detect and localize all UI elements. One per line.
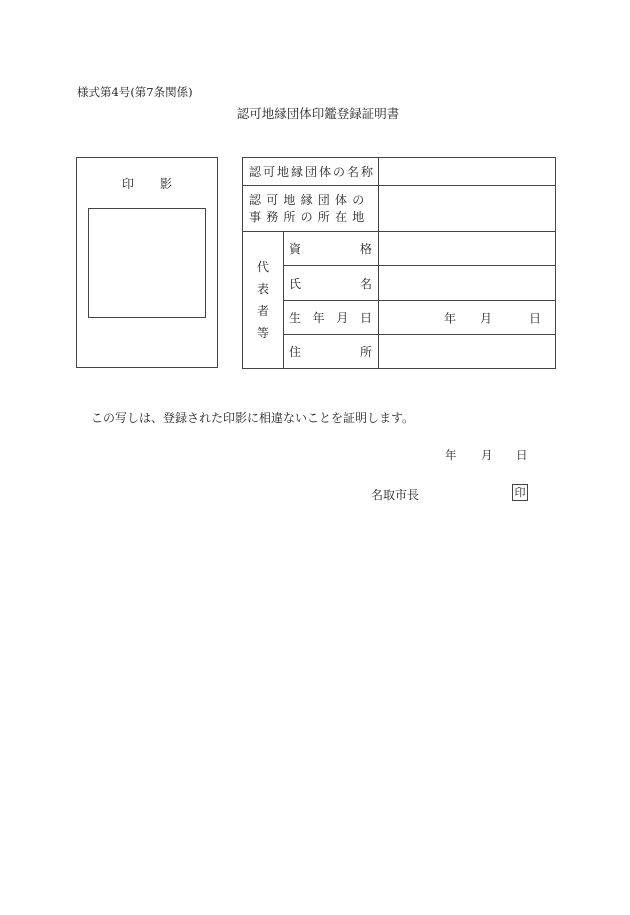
seal-label-char-1: 印 bbox=[121, 177, 134, 191]
rep-char-3: 者 bbox=[256, 304, 269, 318]
issue-date-year: 年 bbox=[445, 448, 457, 462]
issue-date-day: 日 bbox=[516, 448, 528, 462]
address-char-1: 住 bbox=[289, 345, 302, 359]
qualification-label bbox=[284, 232, 379, 266]
table-row-birthdate bbox=[243, 301, 556, 335]
official-stamp-mark: 印 bbox=[512, 484, 528, 501]
office-address-label bbox=[243, 186, 379, 232]
group-name-value bbox=[379, 158, 556, 186]
rep-char-1: 代 bbox=[256, 260, 269, 274]
birthdate-char-1: 生 bbox=[289, 311, 302, 325]
representative-label bbox=[243, 232, 284, 369]
office-address-value bbox=[379, 186, 556, 232]
group-name-label: 認可地縁団体の名称 bbox=[243, 158, 379, 186]
birthdate-year: 年 bbox=[444, 311, 457, 325]
birthdate-month: 月 bbox=[480, 311, 493, 325]
name-value bbox=[379, 266, 556, 301]
office-address-label-line1: 認可地縁団体の bbox=[249, 192, 370, 207]
birthdate-label bbox=[284, 301, 379, 335]
qualification-char-1: 資 bbox=[289, 242, 302, 256]
registration-table bbox=[242, 157, 556, 369]
seal-impression-box bbox=[76, 157, 218, 368]
seal-label-char-2: 影 bbox=[160, 177, 173, 191]
seal-impression-area bbox=[88, 208, 206, 318]
issue-date-month: 月 bbox=[481, 448, 493, 462]
birthdate-char-3: 月 bbox=[336, 311, 349, 325]
qualification-value bbox=[379, 232, 556, 266]
rep-char-2: 表 bbox=[256, 282, 269, 296]
issuer-name: 名取市長 bbox=[371, 488, 420, 502]
table-row-office-address bbox=[243, 186, 556, 232]
address-char-2: 所 bbox=[359, 345, 372, 359]
rep-char-4: 等 bbox=[256, 326, 269, 340]
name-char-2: 名 bbox=[359, 276, 372, 291]
form-number: 様式第4号(第7条関係) bbox=[77, 85, 193, 99]
birthdate-char-4: 日 bbox=[359, 311, 372, 325]
name-label bbox=[284, 266, 379, 301]
qualification-char-2: 格 bbox=[359, 242, 372, 256]
name-char-1: 氏 bbox=[289, 276, 302, 291]
table-row-group-name bbox=[243, 158, 556, 186]
table-row-qualification bbox=[243, 232, 556, 266]
document-title: 認可地縁団体印鑑登録証明書 bbox=[236, 106, 400, 121]
birthdate-char-2: 年 bbox=[312, 311, 325, 325]
address-value bbox=[379, 335, 556, 369]
birthdate-day: 日 bbox=[529, 311, 542, 325]
table-row-address bbox=[243, 335, 556, 369]
seal-impression-label bbox=[77, 175, 217, 192]
office-address-label-line2: 事務所の所在地 bbox=[249, 209, 370, 224]
birthdate-value bbox=[379, 301, 556, 335]
address-label bbox=[284, 335, 379, 369]
certification-text: この写しは、登録された印影に相違ないことを証明します。 bbox=[91, 411, 415, 425]
table-row-name bbox=[243, 266, 556, 301]
